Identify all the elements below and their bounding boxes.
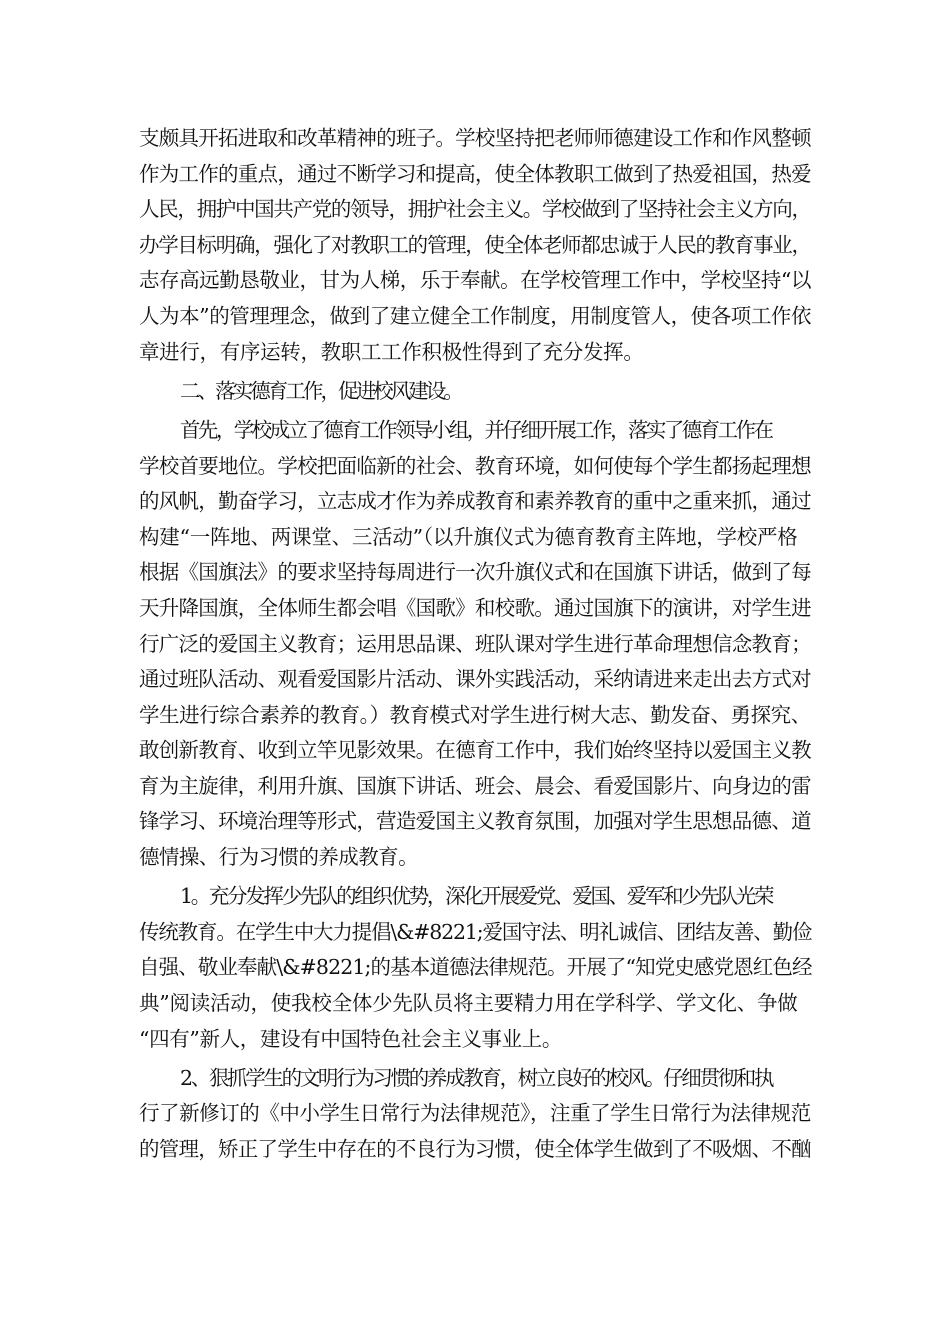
text-line: 行了新修订的《中小学生日常行为法律规范》，注重了学生日常行为法律规范: [139, 1101, 811, 1126]
text-line: 的风帆，勤奋学习，立志成才作为养成教育和素养教育的重中之重来抓，通过: [139, 489, 811, 514]
text-line: 章进行，有序运转，教职工工作积极性得到了充分发挥。: [139, 339, 644, 364]
text-line: 1。充分发挥少先队的组织优势，深化开展爱党、爱国、爱军和少先队光荣: [180, 884, 773, 909]
text-line: 二、落实德育工作，促进校风建设。: [180, 378, 461, 403]
text-line: 支颇具开拓进取和改革精神的班子。学校坚持把老师师德建设工作和作风整顿: [139, 126, 811, 150]
text-line: 学生进行综合素养的教育。）教育模式对学生进行树大志、勤发奋、勇探究、: [139, 702, 811, 727]
text-line: 行广泛的爱国主义教育；运用思品课、班队课对学生进行革命理想信念教育；: [139, 631, 811, 656]
text-line: 志存高远勤恳敬业，甘为人梯，乐于奉献。在学校管理工作中，学校坚持“以: [139, 268, 812, 293]
text-line: “四有”新人，建设有中国特色社会主义事业上。: [139, 1026, 563, 1051]
text-line: 首先，学校成立了德育工作领导小组，并仔细开展工作，落实了德育工作在: [180, 417, 772, 442]
text-line: 根据《国旗法》的要求坚持每周进行一次升旗仪式和在国旗下讲话，做到了每: [139, 560, 811, 585]
text-line: 自强、敬业奉献\&#8221;的基本道德法律规范。开展了“知党史感党恩红色经: [139, 955, 812, 980]
text-line: 人民，拥护中国共产党的领导，拥护社会主义。学校做到了坚持社会主义方向，: [139, 197, 811, 222]
text-line: 2、狠抓学生的文明行为习惯的养成教育，树立良好的校风。仔细贯彻和执: [180, 1065, 773, 1090]
text-line: 学校首要地位。学校把面临新的社会、教育环境，如何使每个学生都扬起理想: [139, 453, 811, 478]
text-line: 敢创新教育、收到立竿见影效果。在德育工作中，我们始终坚持以爱国主义教: [139, 738, 811, 763]
text-line: 办学目标明确，强化了对教职工的管理，使全体老师都忠诚于人民的教育事业，: [139, 232, 811, 257]
text-line: 作为工作的重点，通过不断学习和提高，使全体教职工做到了热爱祖国，热爱: [139, 161, 811, 186]
document-body: [139, 121, 819, 1168]
text-line: 锋学习、环境治理等形式，营造爱国主义教育氛围，加强对学生思想品德、道: [139, 809, 811, 834]
text-line: 通过班队活动、观看爱国影片活动、课外实践活动，采纳请进来走出去方式对: [139, 667, 811, 692]
text-line: 的管理，矫正了学生中存在的不良行为习惯，使全体学生做到了不吸烟、不酗: [139, 1137, 811, 1161]
text-line: 典”阅读活动，使我校全体少先队员将主要精力用在学科学、学文化、争做: [139, 991, 798, 1016]
text-line: 传统教育。在学生中大力提倡\&#8221;爱国守法、明礼诚信、团结友善、勤俭: [139, 919, 812, 944]
text-line: 构建“一阵地、两课堂、三活动”（以升旗仪式为德育教育主阵地，学校严格: [139, 524, 798, 549]
text-line: 人为本”的管理理念，做到了建立健全工作制度，用制度管人，使各项工作依: [139, 303, 812, 328]
text-line: 天升降国旗，全体师生都会唱《国歌》和校歌。通过国旗下的演讲，对学生进: [139, 595, 811, 620]
text-line: 育为主旋律，利用升旗、国旗下讲话、班会、晨会、看爱国影片、向身边的雷: [139, 773, 811, 798]
text-line: 德情操、行为习惯的养成教育。: [139, 845, 419, 870]
